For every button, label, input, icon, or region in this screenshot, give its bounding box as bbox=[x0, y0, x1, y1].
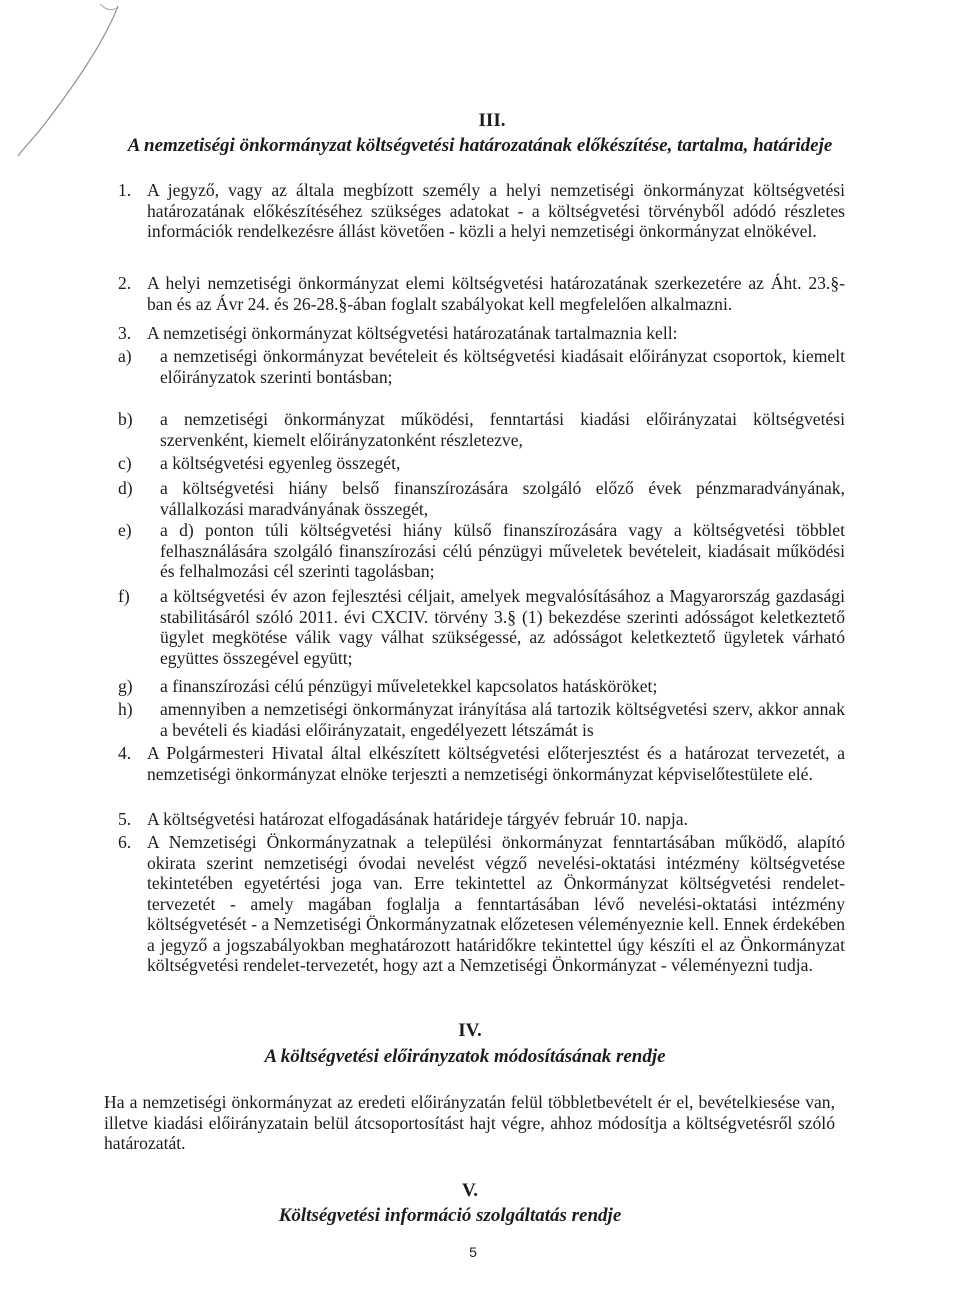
item-1-number: 1. bbox=[118, 180, 132, 200]
section-iv-title: A költségvetési előirányzatok módosításának rendje bbox=[264, 1046, 666, 1067]
subitem-f-letter: f) bbox=[118, 586, 130, 606]
subitem-c-text: a költségvetési egyenleg összegét, bbox=[160, 453, 401, 473]
subitem-f-text: a költségvetési év azon fejlesztési céljait, amelyek megvalósításához a Magyarország gazdasági stabilitásáról szóló 2011. évi CXCIV. törvény 3.§ (1) bekezdése szerinti adósságot keletkeztető ügylet megkötése válik vagy válhat szükségessé, az adósságot keletkeztető ügyletek várható együttes összegével együtt; bbox=[160, 586, 845, 668]
subitem-h-letter: h) bbox=[118, 699, 133, 719]
item-1-text: A jegyző, vagy az általa megbízott személy a helyi nemzetiségi önkormányzat költségvetési határozatának előkészítéséhez szükséges adatokat - a költségvetési törvényből adódó részletes információk rendelkezésre állást követően - közli a helyi nemzetiségi önkormányzat elnökével. bbox=[147, 180, 845, 241]
subitem-h-text: amennyiben a nemzetiségi önkormányzat irányítása alá tartozik költségvetési szerv, akkor annak a bevételi és kiadási előirányzatait, engedélyezett létszámát is bbox=[160, 699, 845, 740]
section-iv-text: Ha a nemzetiségi önkormányzat az eredeti előirányzatán felül többletbevételt ér el, bevételkiesése van, illetve kiadási előirányzatain belül átcsoportosítást hajt végre, ahhoz módosítja a költségvetésről szóló határozatát. bbox=[104, 1092, 835, 1153]
item-5-number: 5. bbox=[118, 809, 132, 829]
item-5-text: A költségvetési határozat elfogadásának határideje tárgyév február 10. napja. bbox=[147, 809, 688, 829]
subitem-e-letter: e) bbox=[118, 520, 132, 540]
subitem-b-text: a nemzetiségi önkormányzat működési, fenntartási kiadási előirányzatai költségvetési szervenként, kiemelt előirányzatonként részletezve, bbox=[160, 409, 845, 450]
section-v-title: Költségvetési információ szolgáltatás rendje bbox=[278, 1205, 622, 1226]
section-iii-number: III. bbox=[478, 110, 506, 131]
section-iv-number: IV. bbox=[458, 1020, 482, 1041]
item-4-number: 4. bbox=[118, 743, 132, 763]
subitem-d-text: a költségvetési hiány belső finanszírozására szolgáló előző évek pénzmaradványának, vállalkozási maradványának összegét, bbox=[160, 478, 845, 519]
subitem-e-text: a d) ponton túli költségvetési hiány külső finanszírozására vagy a költségvetési többlet felhasználására szolgáló finanszírozási célú pénzügyi műveletek bevételeit, kiadásait működési és felhalmozási cél szerinti tagolásban; bbox=[160, 520, 845, 581]
item-2-text: A helyi nemzetiségi önkormányzat elemi költségvetési határozatának szerkezetére az Áht. 23.§- ban és az Ávr 24. és 26-28.§-ában foglalt szabályokat kell megfelelően alkalmazni. bbox=[147, 273, 845, 314]
section-iii-title: A nemzetiségi önkormányzat költségvetési határozatának előkészítése, tartalma, határideje bbox=[127, 135, 833, 156]
item-4-text: A Polgármesteri Hivatal által elkészített költségvetési előterjesztést és a határozat tervezetét, a nemzetiségi önkormányzat elnöke terjeszti a nemzetiségi önkormányzat képviselőtestülete elé. bbox=[147, 743, 845, 784]
subitem-d-letter: d) bbox=[118, 478, 133, 498]
subitem-g-letter: g) bbox=[118, 676, 133, 696]
item-6-number: 6. bbox=[118, 832, 132, 852]
subitem-c-letter: c) bbox=[118, 453, 132, 473]
subitem-a-letter: a) bbox=[118, 346, 132, 366]
subitem-g-text: a finanszírozási célú pénzügyi műveletekkel kapcsolatos hatásköröket; bbox=[160, 676, 658, 696]
item-3-text: A nemzetiségi önkormányzat költségvetési határozatának tartalmaznia kell: bbox=[147, 323, 678, 343]
item-3-number: 3. bbox=[118, 323, 132, 343]
section-v-number: V. bbox=[461, 1180, 479, 1201]
subitem-b-letter: b) bbox=[118, 409, 133, 429]
item-6-text: A Nemzetiségi Önkormányzatnak a települési önkormányzat fenntartásában működő, alapító okirata szerint nemzetiségi óvodai nevelést végző nevelési-oktatási intézmény költségvetése tekintetében egyetértési joga van. Erre tekintettel az Önkormányzat költségvetési rendelet-tervezetét - amely magában foglalja a fenntartásában lévő nevelési-oktatási intézmény költségvetését - a Nemzetiségi Önkormányzatnak előzetesen véleményeznie kell. Ennek érdekében a jegyző a jogszabályokban meghatározott határidőkre tekintettel úgy készíti el az Önkormányzat költségvetési rendelet-tervezetét, hogy azt a Nemzetiségi Önkormányzat - véleményezni tudja. bbox=[147, 832, 845, 975]
subitem-a-text: a nemzetiségi önkormányzat bevételeit és költségvetési kiadásait előirányzat csoportok, kiemelt előirányzatok szerinti bontásban; bbox=[160, 346, 845, 387]
item-2-number: 2. bbox=[118, 273, 132, 293]
page-number: 5 bbox=[469, 1244, 477, 1260]
